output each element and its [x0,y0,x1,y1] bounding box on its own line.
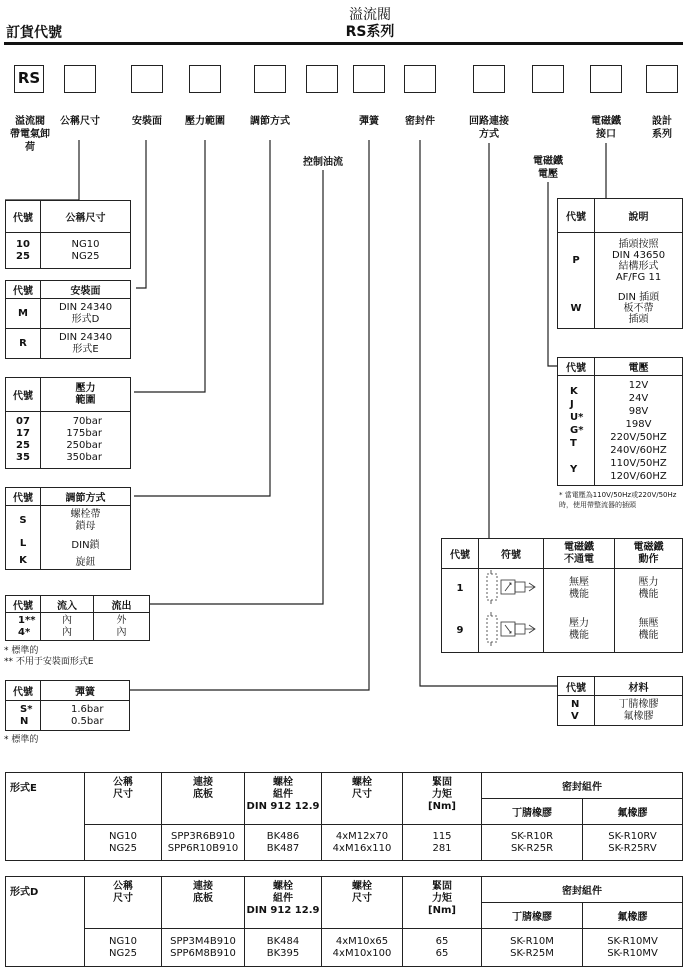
conn-table-h1: 代號 [558,199,595,233]
circuit-off-9: 壓力 機能 [544,609,615,653]
conn-code-p: P [558,233,595,289]
flow-in: 內 內 [41,613,94,641]
seal-values: 丁腈橡膠 氟橡膠 [595,696,683,726]
mount-code-r: R [6,329,41,359]
adjust-value-k: 旋鈕 [41,552,131,570]
conn-value-p: 插頭按照 DIN 43650 結構形式 AF/FG 11 [595,233,683,289]
label-nominal-size: 公稱尺寸 [60,116,100,127]
form-d-h-seal: 密封組件 [482,877,683,903]
form-e-plate: SPP3R6B910 SPP6R10B910 [162,825,245,861]
label-pressure-range: 壓力範圍 [185,116,225,127]
code-box-rs: RS [14,65,44,93]
form-d-h-bolt-set [245,877,322,929]
form-e-bolt-set: BK486 BK487 [245,825,322,861]
code-box-pressure[interactable] [189,65,221,93]
circuit-table-h3: 電磁鐵 不通電 [544,539,615,569]
size-table [5,200,131,269]
adjust-table-h2: 調節方式 [41,488,131,506]
label-control-oil: 控制油流 [303,157,343,168]
circuit-symbol-1 [479,569,544,609]
code-box-mount[interactable] [131,65,163,93]
form-d-label: 形式D [6,877,85,967]
adjust-value-l: DIN鎖 [41,536,131,552]
connector-table [557,198,683,329]
adjust-table [5,487,131,570]
pressure-table-h1: 代號 [6,378,41,412]
form-e-h-din: DIN 912 12.9 [246,801,320,812]
header-sub-title: RS系列 [345,24,395,40]
size-table-h1: 代號 [6,201,41,233]
code-box-adjust[interactable] [254,65,286,93]
adjust-code-l: L [6,536,41,552]
form-d-fkm: SK-R10MV SK-R10MV [583,929,683,967]
voltage-table [557,357,683,486]
label-solenoid-connector: 電磁鐵 接口 [591,116,621,140]
form-e-h-bolt-set [245,773,322,825]
form-d-h-plate: 連接 底板 [162,877,245,929]
circuit-on-1: 壓力 機能 [615,569,683,609]
flow-table-h2: 流入 [41,596,94,613]
header-main-title: 溢流閥 [349,7,391,23]
code-box-seal[interactable] [404,65,436,93]
spring-codes: S* N [6,701,41,731]
label-seal: 密封件 [405,116,435,127]
size-values: NG10 NG25 [41,233,131,269]
form-d-h-fkm: 氟橡膠 [583,903,683,929]
label-design-series: 設計 系列 [652,116,672,140]
flow-notes: * 標準的 ** 不用于安裝面形式E [4,646,94,667]
conn-value-w: DIN 插頭 板不帶 插頭 [595,289,683,329]
flow-table-h3: 流出 [94,596,150,613]
seal-codes: N V [558,696,595,726]
form-e-size: NG10 NG25 [85,825,162,861]
adjust-code-s: S [6,506,41,536]
circuit-table-h4: 電磁鐵 動作 [615,539,683,569]
form-e-h-fkm: 氟橡膠 [583,799,683,825]
voltage-note: * 當電壓為110V/50Hz或220V/50Hz 時，使用帶整流器的插頭 [559,491,677,509]
mount-table-h1: 代號 [6,281,41,299]
code-box-spring[interactable] [353,65,385,93]
form-e-h-torque: 緊固 力矩 [Nm] [403,773,482,825]
code-box-connector[interactable] [590,65,622,93]
spring-table-h2: 彈簧 [41,681,130,701]
form-e-torque: 115 281 [403,825,482,861]
circuit-table-h2: 符號 [479,539,544,569]
seal-table-h2: 材料 [595,677,683,696]
spring-table-h1: 代號 [6,681,41,701]
circuit-code-9: 9 [442,609,479,653]
form-d-h-din: DIN 912 12.9 [246,905,320,916]
seal-table-h1: 代號 [558,677,595,696]
mount-table [5,280,131,359]
circuit-off-1: 無壓 機能 [544,569,615,609]
voltage-values: 12V 24V 98V 198V 220V/50HZ 240V/60HZ 110V/50HZ 120V/60HZ [595,376,683,486]
form-d-h-bolt-set-text: 螺栓 組件 [273,881,293,904]
form-e-h-plate: 連接 底板 [162,773,245,825]
form-e-label: 形式E [6,773,85,861]
code-box-series[interactable] [646,65,678,93]
form-e-h-nbr: 丁腈橡膠 [482,799,583,825]
circuit-table [441,538,683,653]
size-codes: 10 25 [6,233,41,269]
pressure-values: 70bar 175bar 250bar 350bar [41,412,131,469]
voltage-table-h1: 代號 [558,358,595,376]
spring-table [5,680,130,731]
label-solenoid-voltage: 電磁鐵 電壓 [533,156,563,180]
form-d-bolt: 4xM10x65 4xM10x100 [322,929,403,967]
form-d-h-bolt: 螺栓 尺寸 [322,877,403,929]
label-circuit: 回路連接 方式 [469,116,509,140]
valve-symbol-icon [479,570,543,604]
form-e-h-bolt: 螺栓 尺寸 [322,773,403,825]
circuit-table-h1: 代號 [442,539,479,569]
spring-values: 1.6bar 0.5bar [41,701,130,731]
form-e-h-size: 公稱 尺寸 [85,773,162,825]
form-d-h-size: 公稱 尺寸 [85,877,162,929]
label-adjustment: 調節方式 [250,116,290,127]
voltage-table-h2: 電壓 [595,358,683,376]
form-e-h-bolt-set-text: 螺栓 組件 [273,777,293,800]
adjust-value-s: 螺栓帶 鎖母 [41,506,131,536]
circuit-symbol-9 [479,609,544,653]
form-d-h-torque: 緊固 力矩 [Nm] [403,877,482,929]
code-box-size[interactable] [64,65,96,93]
form-d-plate: SPP3M4B910 SPP6M8B910 [162,929,245,967]
flow-codes: 1** 4* [6,613,41,641]
bolt-table-form-d [5,876,683,967]
label-mounting: 安裝面 [132,116,162,127]
spring-note: * 標準的 [4,735,39,745]
header-left-title: 訂貨代號 [6,25,62,41]
label-relief-valve: 溢流閥 帶電氣卸 荷 [10,116,50,153]
form-e-bolt: 4xM12x70 4xM16x110 [322,825,403,861]
mount-value-m: DIN 24340 形式D [41,299,131,329]
bolt-table-form-e [5,772,683,861]
form-d-size: NG10 NG25 [85,929,162,967]
mount-table-h2: 安裝面 [41,281,131,299]
form-d-torque: 65 65 [403,929,482,967]
circuit-code-1: 1 [442,569,479,609]
adjust-code-k: K [6,552,41,570]
seal-table [557,676,683,726]
pressure-table [5,377,131,469]
form-d-nbr: SK-R10M SK-R25M [482,929,583,967]
flow-table [5,595,150,641]
form-d-h-nbr: 丁腈橡膠 [482,903,583,929]
pressure-codes: 07 17 25 35 [6,412,41,469]
form-e-nbr: SK-R10R SK-R25R [482,825,583,861]
circuit-on-9: 無壓 機能 [615,609,683,653]
flow-out: 外 內 [94,613,150,641]
flow-table-h1: 代號 [6,596,41,613]
mount-value-r: DIN 24340 形式E [41,329,131,359]
valve-symbol-icon [479,612,543,646]
form-e-fkm: SK-R10RV SK-R25RV [583,825,683,861]
code-box-circuit[interactable] [473,65,505,93]
form-e-h-seal: 密封組件 [482,773,683,799]
conn-table-h2: 說明 [595,199,683,233]
code-box-flow[interactable] [306,65,338,93]
label-spring: 彈簧 [359,116,379,127]
voltage-codes: K J U* G* T Y [558,376,595,486]
mount-code-m: M [6,299,41,329]
pressure-table-h2: 壓力 範圍 [41,378,131,412]
form-d-bolt-set: BK484 BK395 [245,929,322,967]
size-table-h2: 公稱尺寸 [41,201,131,233]
adjust-table-h1: 代號 [6,488,41,506]
conn-code-w: W [558,289,595,329]
code-box-voltage[interactable] [532,65,564,93]
